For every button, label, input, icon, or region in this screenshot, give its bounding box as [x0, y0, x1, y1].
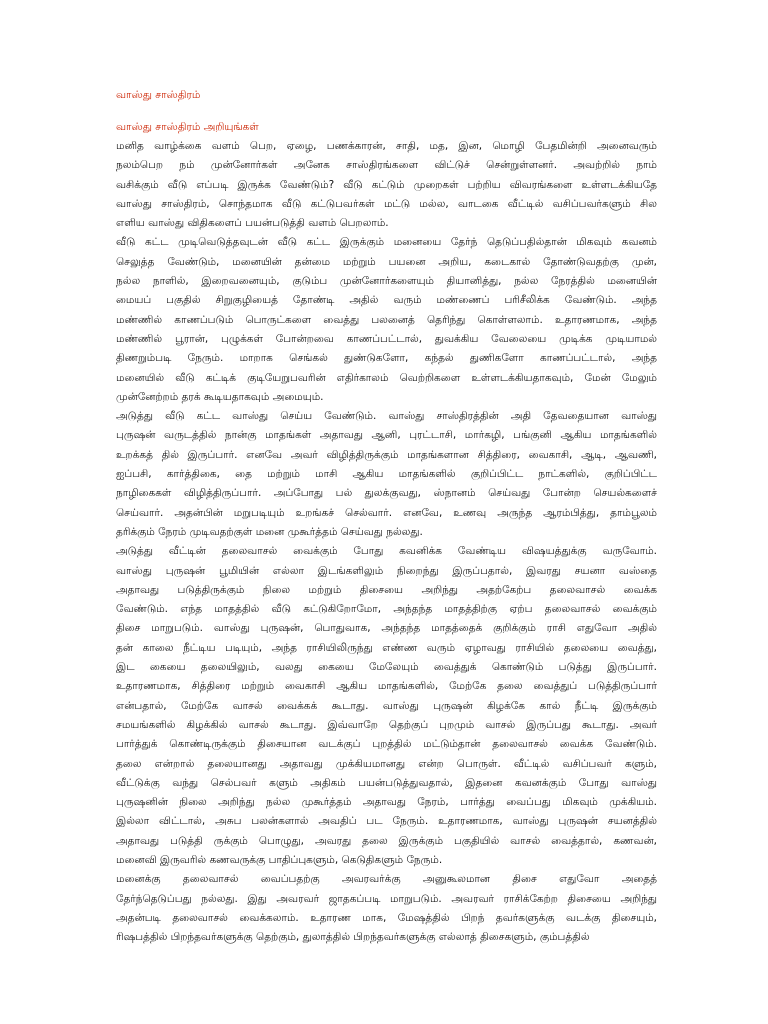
document-title: வாஸ்து சாஸ்திரம்	[116, 89, 201, 101]
text-line: புருஷனின் நிலை அறிந்து நல்ல முகூர்த்தம் அதாவது நேரம், பார்த்து வைப்பது மிகவும் முக்கியம்.	[116, 796, 657, 809]
text-line: மண்ணில் பூரான், புழுக்கள் போன்றவை காணப்பட்டால், துவக்கிய வேலையை முடிக்க முடியாமல்	[116, 332, 657, 345]
text-line: செலுத்த வேண்டும், மனையின் தன்மை மற்றும் பயனை அறிய, கடைகால் தோண்டுவதற்கு முன்,	[116, 255, 657, 268]
text-line: உறக்கத் தில் இருப்பார். எனவே அவர் விழித்திருக்கும் மாதங்களான சித்திரை, வைகாசி, ஆடி, ஆவணி,	[116, 448, 657, 461]
text-line: தலை என்றால் தலையானது அதாவது முக்கியமானது என்ற பொருள். வீட்டில் வசிப்பவர் களும்,	[116, 757, 657, 770]
section-heading: வாஸ்து சாஸ்திரம் அறியுங்கள்	[116, 121, 259, 133]
text-line: நலம்பெற நம் முன்னோர்கள் அனேக சாஸ்திரங்களை விட்டுச் சென்றுள்ளனர். அவற்றில் நாம்	[116, 159, 657, 172]
text-line: வீட்டுக்கு வந்து செல்பவர் களும் அதிகம் பயன்படுத்துவதால், இதனை கவனக்கும் போது வாஸ்து	[116, 776, 657, 789]
text-line: பார்த்துக் கொண்டிருக்கும் திசையான வடக்குப் புறத்தில் மட்டும்தான் தலைவாசல் வைக்க வேண்டும்.	[116, 738, 657, 751]
text-line: இல்லா விட்டால், அசுப பலன்களால் அவதிப் பட நேரும். உதாரணமாக, வாஸ்து புருஷன் சயனத்தில்	[116, 815, 657, 828]
text-line: அடுத்து வீட்டின் தலைவாசல் வைக்கும் போது கவனிக்க வேண்டிய விஷயத்துக்கு வருவோம்.	[116, 545, 657, 558]
paragraph	[116, 870, 657, 947]
text-line: வேண்டும். எந்த மாதத்தில் வீடு கட்டுகிறோமோ, அந்தந்த மாதத்திற்கு ஏற்ப தலைவாசல் வைக்கும்	[116, 603, 657, 616]
text-line: சமயங்களில் கிழக்கில் வாசல் கூடாது. இவ்வாறே தெற்குப் புறமும் வாசல் இருப்பது கூடாது. அவர்	[116, 718, 657, 731]
text-line: முன்னேற்றம் தரக் கூடியதாகவும் அமையும்.	[116, 390, 324, 403]
text-line: என்பதால், மேற்கே வாசல் வைக்கக் கூடாது. வாஸ்து புருஷன் கிழக்கே கால் நீட்டி இருக்கும்	[116, 699, 657, 712]
text-line: வீடு கட்ட முடிவெடுத்தவுடன் வீடு கட்ட இருக்கும் மனையை தேர்ந் தெடுப்பதில்தான் மிகவும் கவனம்	[116, 236, 657, 249]
text-line: தேர்ந்தெடுப்பது நல்லது. இது அவரவர் ஜாதகப்படி மாறுபடும். அவரவர் ராசிக்கேற்ற திசையை அறிந்து	[116, 892, 657, 905]
text-line: மண்ணில் காணப்படும் பொருட்களை வைத்து பலனைத் தெரிந்து கொள்ளலாம். உதாரணமாக, அந்த	[116, 313, 657, 326]
text-line: அதாவது படுத்தி ருக்கும் பொழுது, அவரது தலை இருக்கும் பகுதியில் வாசல் வைத்தால், கணவன்,	[116, 834, 657, 847]
document-page	[116, 88, 657, 947]
text-line: மனையில் வீடு கட்டிக் குடியேறுபவரின் எதிர்காலம் வெற்றிகளை உள்ளடக்கியதாகவும், மேன் மேலும்	[116, 371, 657, 384]
text-line: அடுத்து வீடு கட்ட வாஸ்து செய்ய வேண்டும். வாஸ்து சாஸ்திரத்தின் அதி தேவதையான வாஸ்து	[116, 410, 657, 423]
text-line: மனைவி இருவரில் கணவருக்கு பாதிப்புகளும், கெடுதிகளும் நேரும்.	[116, 853, 443, 866]
text-line: திணறும்படி நேரும். மாறாக செங்கல் துண்டுகளோ, கந்தல் துணிகளோ காணப்பட்டால், அந்த	[116, 352, 657, 365]
text-line: திசை மாறுபடும். வாஸ்து புருஷன், பொதுவாக, அந்தந்த மாதத்தைக் குறிக்கும் ராசி எதுவோ அதில்	[116, 622, 657, 635]
text-line: மனித வாழ்க்கை வளம் பெற, ஏழை, பணக்காரன், சாதி, மத, இன, மொழி பேதமின்றி அனைவரும்	[116, 140, 657, 152]
text-line: தன் காலை நீட்டிய படியும், அந்த ராசியிலிருந்து எண்ண வரும் ஏழாவது ராசியில் தலையை வைத்து,	[116, 641, 657, 654]
text-line: வசிக்கும் வீடு எப்படி இருக்க வேண்டும்? வீடு கட்டும் முறைகள் பற்றிய விவரங்களை உள்ளடக்கியதே	[116, 178, 657, 191]
text-line: மையப் பகுதில் சிறுகுழியைத் தோண்டி அதில் வரும் மண்ணைப் பரிசீலிக்க வேண்டும். அந்த	[116, 294, 657, 307]
text-line: புருஷன் வருடத்தில் நான்கு மாதங்கள் அதாவது ஆனி, புரட்டாசி, மார்கழி, பங்குனி ஆகிய மாதங்களில்	[116, 429, 657, 442]
text-line: வாஸ்து சாஸ்திரம், சொந்தமாக வீடு கட்டுபவர்கள் மட்டு மல்ல, வாடகை வீட்டில் வசிப்பவர்களும் சில	[116, 197, 657, 210]
text-line: தரிக்கும் நேரம் முடிவதற்குள் மனை முகூர்த்தம் செய்வது நல்லது.	[116, 525, 423, 538]
text-line: மனைக்கு தலைவாசல் வைப்பதற்கு அவரவர்க்கு அனுகூலமான திசை எதுவோ அதைத்	[116, 873, 657, 886]
paragraph	[116, 542, 657, 870]
text-line: உதாரணமாக, சித்திரை மற்றும் வைகாசி ஆகிய மாதங்களில், மேற்கே தலை வைத்துப் படுத்திருப்பார்	[116, 680, 657, 693]
text-line: நல்ல நாளில், இறைவனையும், குடும்ப முன்னோர்களையும் தியானித்து, நல்ல நேரத்தில் மனையின்	[116, 275, 657, 288]
paragraph	[116, 233, 657, 407]
text-line: ஐப்பசி, கார்த்திகை, தை மற்றும் மாசி ஆகிய மாதங்களில் குறிப்பிட்ட நாட்களில், குறிப்பிட்ட	[116, 468, 657, 481]
text-line: ரிஷபத்தில் பிறந்தவர்களுக்கு தெற்கும், துலாத்தில் பிறந்தவர்களுக்கு எல்லாத் திசைகளும், கும்பத்தில்	[116, 931, 590, 944]
text-line: வாஸ்து புருஷன் பூமியின் எல்லா இடங்களிலும் நிறைந்து இருப்பதால், இவரது சயனா வஸ்தை	[116, 564, 657, 577]
text-line: அதாவது படுத்திருக்கும் நிலை மற்றும் திசையை அறிந்து அதற்கேற்ப தலைவாசல் வைக்க	[116, 583, 657, 596]
paragraph	[116, 407, 657, 542]
text-line: எளிய வாஸ்து விதிகளைப் பயன்படுத்தி வளம் பெறலாம்.	[116, 217, 389, 230]
text-line: இட கையை தலையிலும், வலது கையை மேலேயும் வைத்துக் கொண்டும் படுத்து இருப்பார்.	[116, 661, 657, 674]
document-body	[116, 137, 657, 947]
text-line: செய்வார். அதன்பின் மறுபடியும் உறங்கச் செல்வார். எனவே, உணவு அருந்த ஆரம்பித்து, தாம்பூலம்	[116, 506, 657, 519]
paragraph	[116, 137, 657, 233]
text-line: அதன்படி தலைவாசல் வைக்கலாம். உதாரண மாக, மேஷத்தில் பிறந் தவர்களுக்கு வடக்கு திசையும்,	[116, 911, 657, 924]
text-line: நாழிகைகள் விழித்திருப்பார். அப்போது பல் துலக்குவது, ஸ்நானம் செய்வது போன்ற செயல்களைச்	[116, 487, 657, 500]
